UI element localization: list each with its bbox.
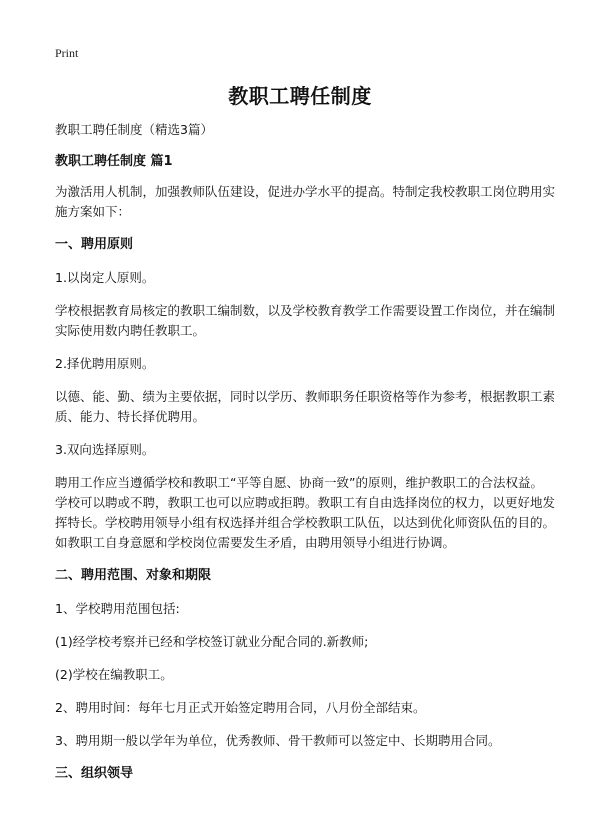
- section-heading-principles: 一、聘用原则: [55, 237, 134, 252]
- section-heading-scope: 二、聘用范围、对象和期限: [55, 568, 212, 583]
- paragraph: 3、聘用期一般以学年为单位，优秀教师、骨干教师可以签定中、长期聘用合同。: [55, 733, 501, 748]
- section-heading-organization: 三、组织领导: [55, 766, 134, 781]
- article-heading: 教职工聘任制度 篇1: [55, 154, 173, 169]
- paragraph: 聘用工作应当遵循学校和教职工“平等自愿、协商一致”的原则，维护教职工的合法权益。学校可以聘或不聘，教职工也可以应聘或拒聘。教职工有自由选择岗位的权力，以更好地发挥特长。学校聘用领导小组有权选择并组合学校教职工队伍，以达到优化师资队伍的目的。如教职工自身意愿和学校岗位需要发生矛盾，由聘用领导小组进行协调。: [55, 475, 556, 550]
- document-subtitle: 教职工聘任制度（精选3篇）: [55, 122, 213, 137]
- paragraph: 3.双向选择原则。: [55, 442, 155, 457]
- paragraph: 学校根据教育局核定的教职工编制数，以及学校教育教学工作需要设置工作岗位，并在编制实际使用数内聘任教职工。: [55, 303, 556, 338]
- intro-paragraph: 为激活用人机制，加强教师队伍建设，促进办学水平的提高。特制定我校教职工岗位聘用实施方案如下：: [55, 184, 556, 219]
- paragraph: 2.择优聘用原则。: [55, 356, 155, 371]
- print-label[interactable]: Print: [55, 46, 79, 60]
- paragraph: 1.以岗定人原则。: [55, 270, 155, 285]
- document-body: [55, 120, 555, 797]
- paragraph: 2、聘用时间：每年七月正式开始签定聘用合同，八月份全部结束。: [55, 700, 426, 715]
- paragraph: (1)经学校考察并已经和学校签订就业分配合同的.新教师;: [55, 634, 369, 649]
- paragraph: 1、学校聘用范围包括:: [55, 601, 180, 616]
- paragraph: 以德、能、勤、绩为主要依据，同时以学历、教师职务任职资格等作为参考，根据教职工素质、能力、特长择优聘用。: [55, 389, 556, 424]
- paragraph: (2)学校在编教职工。: [55, 667, 173, 682]
- page-title: 教职工聘任制度: [228, 84, 372, 108]
